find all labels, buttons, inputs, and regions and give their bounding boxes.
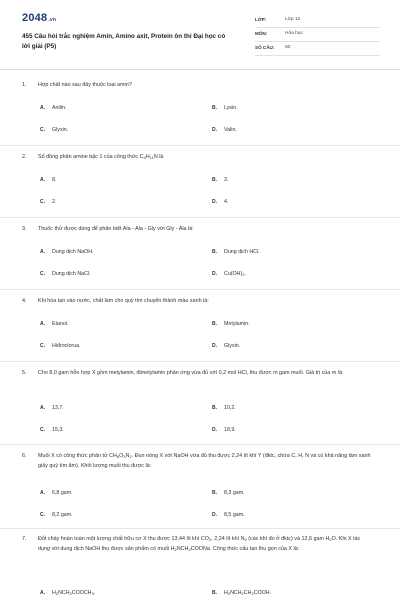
option-b[interactable]: B. 3. (212, 177, 229, 183)
meta-row-count (255, 42, 380, 56)
meta-key: MÔN: (255, 31, 268, 36)
option-a[interactable]: A. $H_2NCH_2COOCH_3$. (40, 590, 96, 596)
option-b[interactable]: B. 8,3 gam. (212, 490, 245, 496)
divider (0, 289, 400, 290)
meta-key: LỚP: (255, 17, 267, 22)
option-b[interactable]: B. $H_2NCH_2CH_2COOH$. (212, 590, 272, 596)
option-b[interactable]: B. Lysin. (212, 105, 238, 111)
option-b[interactable]: B. Metylamin. (212, 321, 250, 327)
question-text: Hợp chất nào sau đây thuộc loại amin? (38, 82, 132, 88)
divider (0, 217, 400, 218)
meta-row-subject (255, 28, 380, 42)
question-number: 2. (22, 154, 27, 160)
option-a[interactable]: A. Dung dịch NaOH. (40, 249, 94, 255)
option-c[interactable]: C. 2. (40, 199, 57, 205)
option-d[interactable]: D. 4. (212, 199, 229, 205)
question-number: 3. (22, 226, 27, 232)
option-c[interactable]: C. 8,2 gam. (40, 512, 73, 518)
meta-key: SỐ CÂU: (255, 45, 275, 50)
option-d[interactable]: D. Valin. (212, 127, 237, 133)
question-text: Cho 8,0 gam hỗn hợp X gồm metylamin, đimetylamin phản ứng vừa đủ với 0,2 mol HCl, thu được m gam muối. Giá trị của m là: (38, 370, 344, 376)
meta-value: 50 (285, 45, 291, 50)
question-number: 1. (22, 82, 27, 88)
option-d[interactable]: D. 8,5 gam. (212, 512, 245, 518)
question-number: 6. (22, 453, 27, 459)
divider (0, 444, 400, 445)
question-text: Số đồng phân amine bậc 1 của công thức $C_4H_{11}N$ là (38, 154, 164, 160)
option-d[interactable]: D. 18,9. (212, 427, 236, 433)
logo-suffix: .vn (48, 17, 57, 23)
logo-text: 2048 (22, 12, 48, 24)
question-text: Khi hòa tan vào nước, chất làm cho quỳ tím chuyển thành màu xanh là: (38, 298, 209, 304)
site-logo[interactable] (22, 12, 56, 24)
page-title: 455 Câu hỏi trắc nghiệm Amin, Amino axit, Protein ôn thi Đại học có lời giải (P5) (22, 33, 226, 50)
option-c[interactable]: C. Hiđroclorua. (40, 343, 81, 349)
question-number: 4. (22, 298, 27, 304)
option-d[interactable]: D. $Cu(OH)_2$. (212, 271, 246, 277)
question-text: Thuốc thử được dùng để phân biệt Ala - Ala - Gly với Gly - Ala là: (38, 226, 194, 232)
divider (0, 528, 400, 529)
page-header (0, 0, 400, 70)
meta-value: Lớp 12 (285, 17, 301, 22)
option-b[interactable]: B. Dung dịch HCl. (212, 249, 260, 255)
meta-value: Hóa học (285, 31, 303, 36)
option-c[interactable]: C. Dung dịch NaCl. (40, 271, 91, 277)
question-number: 7. (22, 536, 27, 542)
option-d[interactable]: D. Glyxin. (212, 343, 241, 349)
question-number: 5. (22, 370, 27, 376)
option-a[interactable]: A. 8. (40, 177, 57, 183)
option-b[interactable]: B. 10,2. (212, 405, 236, 411)
option-a[interactable]: A. 13,7. (40, 405, 64, 411)
divider (0, 145, 400, 146)
option-a[interactable]: A. 6,8 gam. (40, 490, 73, 496)
divider (0, 361, 400, 362)
option-a[interactable]: A. Anilin. (40, 105, 67, 111)
option-c[interactable]: C. Glyxin. (40, 127, 69, 133)
meta-row-class (255, 14, 380, 28)
question-text: Đốt cháy hoàn toàn một lượng chất hữu cơ X thu được 13,44 lít khí $CO_2$, 2,24 lít khí $N_2$ (các khí đo ở đktc) và 12,6 gam $H_2O$. Khi X tác dụng với dung dịch NaOH thu được sản phẩm có muối $H_2NCH_2COONa$. Công thức cấu tạo thu gọn của X là: (38, 536, 361, 552)
question-text: Muối X có công thức phân tử $CH_6O_3N_2$. Đun nóng X với NaOH vừa đủ thu được 2,24 lít khí Y (đktc, chứa C, H, N và có khả năng làm xanh giấy quỳ tím ẩm). Khối lượng muối thu được là: (38, 453, 371, 469)
option-a[interactable]: A. Etanol. (40, 321, 69, 327)
option-c[interactable]: C. 15,3. (40, 427, 64, 433)
